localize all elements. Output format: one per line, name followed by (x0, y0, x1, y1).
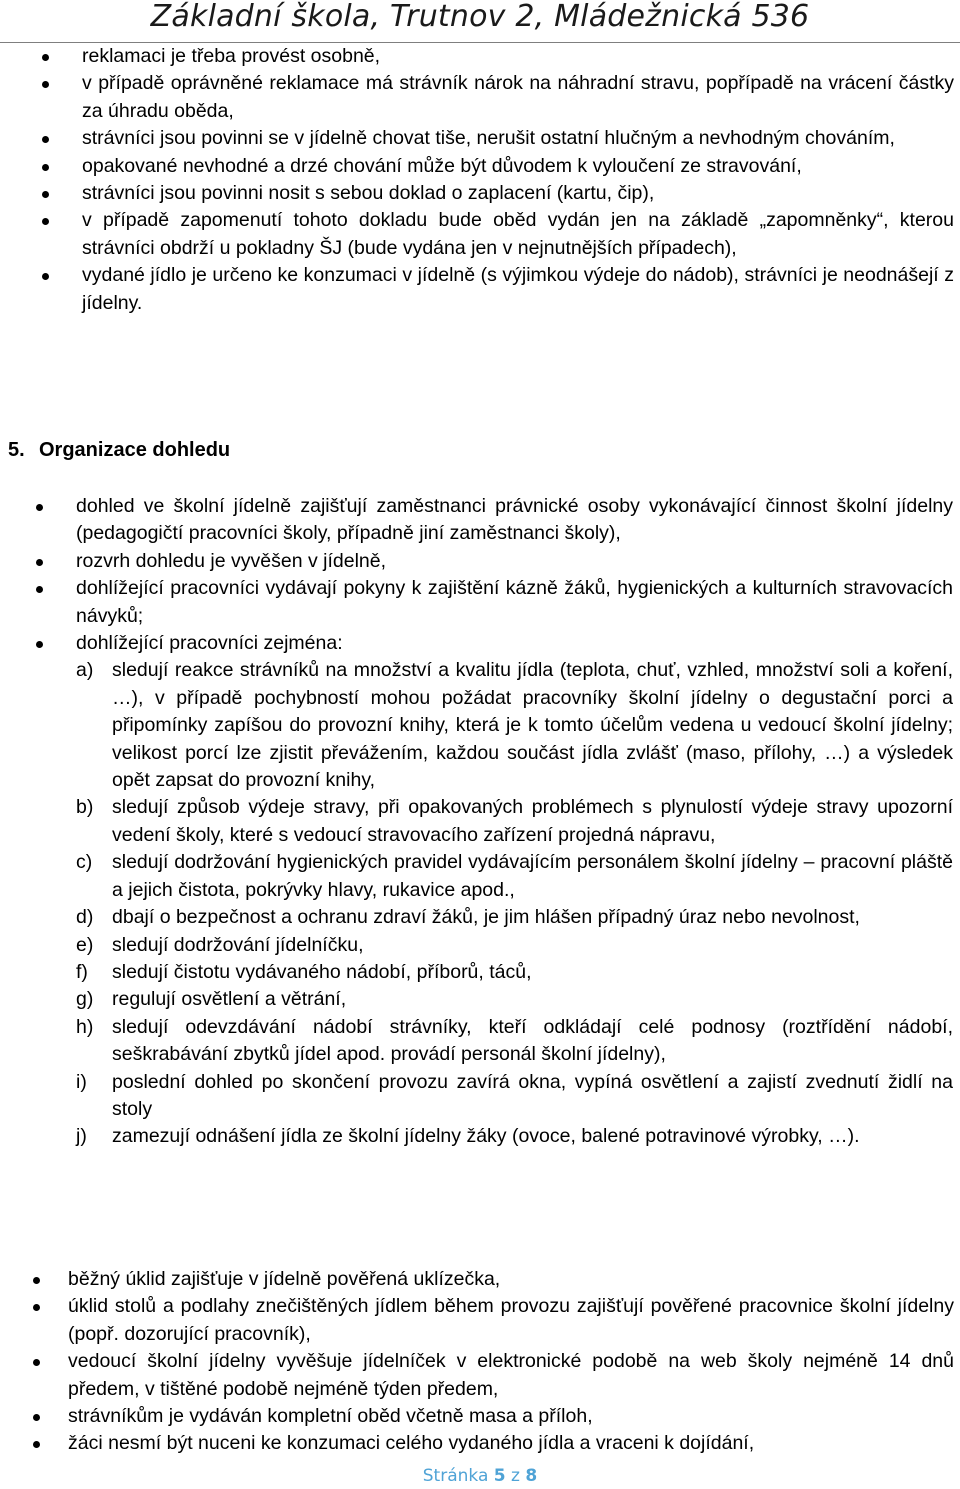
bullet-icon (42, 164, 49, 171)
sublist-item: h) sledují odevzdávání nádobí strávníky, kteří odkládají celé podnosy (roztřídění nádobí, seškrabávání zbytků jídel apod. provádí personál školní jídelny), (76, 1015, 953, 1066)
list-item: žáci nesmí být nuceni ke konzumaci celého vydaného jídla a vraceni k dojídání, (68, 1430, 954, 1457)
list-item: strávníkům je vydáván kompletní oběd včetně masa a příloh, (68, 1403, 954, 1430)
page-footer (0, 1466, 960, 1486)
sublist-item: e) sledují dodržování jídelníčku, (76, 933, 364, 956)
supervision-list (76, 493, 953, 1151)
school-name: Základní škola, Trutnov 2, Mládežnická 536 (150, 0, 810, 34)
footer-sep: z (511, 1466, 520, 1486)
bullet-icon (36, 504, 43, 511)
bullet-icon (42, 136, 49, 143)
rules-list (82, 43, 954, 317)
list-item: vydané jídlo je určeno ke konzumaci v jídelně (s výjimkou výdeje do nádob), strávníci je neodnášejí z jídelny. (82, 262, 954, 317)
list-item: strávníci jsou povinni se v jídelně chovat tiše, nerušit ostatní hlučným a nevhodným chováním, (82, 125, 954, 152)
list-item: úklid stolů a podlahy znečištěných jídlem během provozu zajišťují pověřené pracovnice školní jídelny (popř. dozorující pracovník), (68, 1293, 954, 1348)
bullet-icon (33, 1277, 40, 1284)
bullet-icon (36, 641, 43, 648)
total-pages: 8 (525, 1466, 538, 1486)
sublist-item: b) sledují způsob výdeje stravy, při opakovaných problémech s plynulostí výdeje stravy upozorní vedení školy, které s vedoucí stravovacího zařízení projedná nápravu, (76, 796, 953, 846)
bullet-icon (36, 586, 43, 593)
bullet-icon (42, 81, 49, 88)
list-item: rozvrh dohledu je vyvěšen v jídelně, (76, 548, 953, 575)
bullet-icon (42, 191, 49, 198)
sublist-item: a) sledují reakce strávníků na množství a kvalitu jídla (teplota, chuť, vzhled, množství soli a koření, …), v případě pochybností mohou požádat pracovníky školní jídelny o degustační porci a připomínky zapíšou do provozní knihy, která je k tomto účelům vedena u vedoucí školní jídelny; velikost porcí lze zjistit převážením, každou součást jídla zvlášť (maso, přílohy, …) a výsledek opět zapsat do provozní knihy, (76, 659, 953, 792)
sublist-item: c) sledují dodržování hygienických pravidel vydávajícím personálem školní jídelny – pracovní pláště a jejich čistota, pokrývky hlavy, rukavice apod., (76, 851, 953, 901)
bullet-icon (36, 559, 43, 566)
bullet-icon (42, 273, 49, 280)
bullet-icon (33, 1441, 40, 1448)
bullet-icon (33, 1359, 40, 1366)
list-item: dohled ve školní jídelně zajišťují zaměstnanci právnické osoby vykonávající činnost školní jídelny (pedagogičtí pracovníci školy, případně jiní zaměstnanci školy), (76, 493, 953, 548)
footer-prefix: Stránka (422, 1466, 489, 1486)
section-title: Organizace dohledu (39, 439, 231, 461)
page-header (0, 0, 960, 43)
list-item: opakované nevhodné a drzé chování může být důvodem k vyloučení ze stravování, (82, 153, 954, 180)
section-number: 5. (8, 439, 25, 461)
duties-sublist (76, 657, 953, 1150)
sublist-item: g) regulují osvětlení a větrání, (76, 988, 347, 1011)
section-heading (8, 436, 230, 464)
bullet-icon (42, 218, 49, 225)
sublist-item: i) poslední dohled po skončení provozu zavírá okna, vypíná osvětlení a zajistí zvednutí židlí na stoly (76, 1070, 953, 1120)
list-item: běžný úklid zajišťuje v jídelně pověřená uklízečka, (68, 1266, 954, 1293)
bullet-icon (33, 1304, 40, 1311)
list-item: reklamaci je třeba provést osobně, (82, 43, 954, 70)
list-item: v případě oprávněné reklamace má strávník nárok na náhradní stravu, popřípadě na vrácení částky za úhradu oběda, (82, 70, 954, 125)
sublist-item: f) sledují čistotu vydávaného nádobí, příborů, táců, (76, 960, 532, 983)
list-item: vedoucí školní jídelny vyvěšuje jídelníček v elektronické podobě na web školy nejméně 14 dnů předem, v tištěné podobě nejméně týden předem, (68, 1348, 954, 1403)
list-item: dohlížející pracovníci zejména: a) sledují reakce strávníků na množství a kvalitu jídla (teplota, chuť, vzhled, množství soli a koření, …), v případě pochybností mohou požádat pracovníky školní jídelny o degustační porci a připomínky zapíšou do provozní knihy, která je k tomto účelům vedena u vedoucí školní jídelny; velikost porcí lze zjistit převážením, každou součást jídla zvlášť (maso, přílohy, …) a výsledek opět zapsat do provozní knihy, b) sledují způsob výdeje stravy, při opakovaných problémech s plynulostí výdeje stravy upozorní vedení školy, které s vedoucí stravovacího zařízení projedná nápravu, c) sledují dodržování hygienických pravidel vydávajícím personálem školní jídelny – pracovní pláště a jejich čistota, pokrývky hlavy, rukavice apod., d) dbají o bezpečnost a ochranu zdraví žáků, je jim hlášen případný úraz nebo nevolnost, e) sledují dodržování jídelníčku, f) sledují čistotu vydávaného nádobí, příborů, táců, g) regulují osvětlení a větrání, h) sledují odevzdávání nádobí strávníky, kteří odkládají celé podnosy (roztřídění nádobí, seškrabávání zbytků jídel apod. provádí personál školní jídelny), i) poslední dohled po skončení provozu zavírá okna, vypíná osvětlení a zajistí zvednutí židlí na stoly j) zamezují odnášení jídla ze školní jídelny žáky (ovoce, balené potravinové výrobky, …). (76, 630, 953, 1151)
cleaning-menu-list (68, 1266, 954, 1458)
bullet-icon (33, 1414, 40, 1421)
list-item: dohlížející pracovníci vydávají pokyny k zajištění kázně žáků, hygienických a kulturních stravovacích návyků; (76, 575, 953, 630)
current-page: 5 (493, 1466, 506, 1486)
sublist-item: j) zamezují odnášení jídla ze školní jídelny žáky (ovoce, balené potravinové výrobky, …). (76, 1125, 860, 1148)
list-item: v případě zapomenutí tohoto dokladu bude oběd vydán jen na základě „zapomněnky“, kterou strávníci obdrží u pokladny ŠJ (bude vydána jen v nejnutnějších případech), (82, 207, 954, 262)
list-item: strávníci jsou povinni nosit s sebou doklad o zaplacení (kartu, čip), (82, 180, 954, 207)
sublist-item: d) dbají o bezpečnost a ochranu zdraví žáků, je jim hlášen případný úraz nebo nevolnost, (76, 906, 860, 929)
bullet-icon (42, 54, 49, 61)
